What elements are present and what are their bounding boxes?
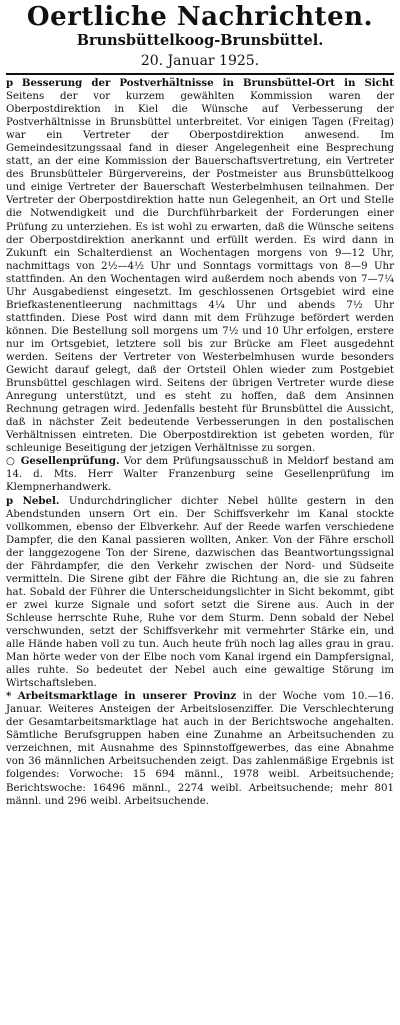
- article-nebel: [6, 495, 394, 691]
- section-subtitle: Brunsbüttelkoog-Brunsbüttel.: [76, 32, 324, 49]
- article-body: Seitens der vor kurzem gewählten Kommission waren der Oberpostdirektion in Kiel die Wünsche auf Verbesserung der Postverhältnisse in Brunsbüttel unterbreitet. Vor einigen Tagen (Freitag) war ein Vertreter der Oberpostdirektion anwesend. Im Gemeindesitzungssaal fand in dieser Angelegenheit eine Besprechung statt, an der eine Kommission der Bauerschaftsvertretung, ein Vertreter des Brunsbütteler Bürgervereins, der Postmeister aus Brunsbüttelkoog und einige Vertreter der Bauerschaft Westerbelmhusen teilnahmen. Der Vertreter der Oberpostdirektion hatte nun Gelegenheit, an Ort und Stelle die Notwendigkeit und die Durchführbarkeit der Forderungen einer Prüfung zu unterziehen. Es ist wohl zu erwarten, daß die Wünsche seitens der Oberpostdirektion anerkannt und erfüllt werden. Es wird dann in Zukunft ein Schalterdienst an Wochentagen morgens von 9—12 Uhr, nachmittags von 2½—4½ Uhr und Sonntags vormittags von 8—9 Uhr stattfinden. An den Wochentagen wird außerdem noch abends von 7—7¼ Uhr Ausgabedienst eingesetzt. Im geschlossenen Ortsgebiet wird eine Briefkastenentleerung nachmittags 4¼ Uhr und abends 7½ Uhr stattfinden. Diese Post wird dann mit dem Frühzuge befördert werden können. Die Bestellung soll morgens um 7½ und 10 Uhr erfolgen, erstere nur im Ortsgebiet, letztere soll bis zur Brücke am Fleet ausgedehnt werden. Seitens der Vertreter von Westerbelmhusen wurde besonders Gewicht darauf gelegt, daß der Ortsteil Ohlen wieder zum Postgebiet Brunsbüttel geschlagen wird. Seitens der übrigen Vertreter wurde diese Anregung unterstützt, und es steht zu hoffen, daß dem Ansinnen Rechnung getragen wird. Jedenfalls besteht für Brunsbüttel die Aussicht, daß in nächster Zeit bedeutende Verbesserungen in den postalischen Verhältnissen eintreten. Die Oberpostdirektion ist gebeten worden, für schleunige Beseitigung der jetzigen Verhältnisse zu sorgen.: [6, 91, 394, 455]
- article-arbeitsmarkt: [6, 690, 394, 807]
- article-heading: Arbeitsmarktlage in unserer Provinz: [17, 690, 237, 703]
- article-heading: Nebel.: [22, 494, 60, 507]
- article-paragraph: [6, 495, 394, 691]
- article-marker: p: [6, 77, 14, 89]
- article-marker: ○: [6, 455, 17, 468]
- article-heading: Besserung der Postverhältnisse in Brunsbüttel-Ort in Sicht: [21, 77, 394, 89]
- article-marker: *: [6, 690, 12, 703]
- article-body: Undurchdringlicher dichter Nebel hüllte gestern in den Abendstunden unsern Ort ein. Der Schiffsverkehr im Kanal stockte vollkommen, ebenso der Elbverkehr. Auf der Reede warfen verschiedene Dampfer, die den Kanal passieren wollten, Anker. Von der Fähre erscholl der langgezogene Ton der Sirene, dazwischen das Beantwortungssignal der Fährdampfer, die den Verkehr zwischen der Nord- und Südseite vermitteln. Die Sirene gibt der Fähre die Richtung an, die sie zu fahren hat. Sobald der Führer die Unterscheidungslichter in Sicht bekommt, gibt er zwei kurze Signale und sofort setzt die Sirene aus. Auch in der Schleuse herrschte Ruhe, Ruhe vor dem Sturm. Denn sobald der Nebel verschwunden, setzt der Schiffsverkehr mit vermehrter Stärke ein, und alle Hände haben voll zu tun. Auch heute früh noch lag alles grau in grau. Man hörte weder von der Elbe noch vom Kanal irgend ein Dampfersignal, alles ruhte. So bedeutet der Nebel auch eine gewaltige Störung im Wirtschaftsleben.: [6, 495, 394, 690]
- article-column: [6, 77, 394, 808]
- masthead: [6, 2, 394, 70]
- article-paragraph: [6, 690, 394, 807]
- article-post: [6, 77, 394, 455]
- section-title: Oertliche Nachrichten.: [26, 2, 374, 32]
- article-heading: Gesellenprüfung.: [20, 455, 120, 468]
- article-gesellenpruefung: [6, 455, 394, 494]
- article-paragraph: [6, 455, 394, 494]
- masthead-divider: [6, 73, 394, 75]
- article-marker: p: [6, 494, 14, 507]
- newspaper-page: [6, 2, 394, 808]
- article-body: in der Woche vom 10.—16. Januar. Weiteres Ansteigen der Arbeitslosenziffer. Die Verschlechterung der Gesamtarbeitsmarktlage hat auch in der Berichtswoche angehalten. Sämtliche Berufsgruppen haben eine Zunahme an Arbeitsuchenden zu verzeichnen, mit Ausnahme des Spinnstoffgewerbes, das eine Abnahme von 36 männlichen Arbeitsuchenden zeigt. Das zahlenmäßige Ergebnis ist folgendes: Vorwoche: 15 694 männl., 1978 weibl. Arbeitsuchende; Berichtswoche: 16496 männl., 2274 weibl. Arbeitsuchende; mehr 801 männl. und 296 weibl. Arbeitsuchende.: [6, 691, 394, 807]
- article-body: Vor dem Prüfungsausschuß in Meldorf bestand am 14. d. Mts. Herr Walter Franzenburg seine Gesellenprüfung im Klempnerhandwerk.: [6, 456, 395, 494]
- article-paragraph: [6, 77, 394, 455]
- issue-date: 20. Januar 1925.: [140, 53, 260, 69]
